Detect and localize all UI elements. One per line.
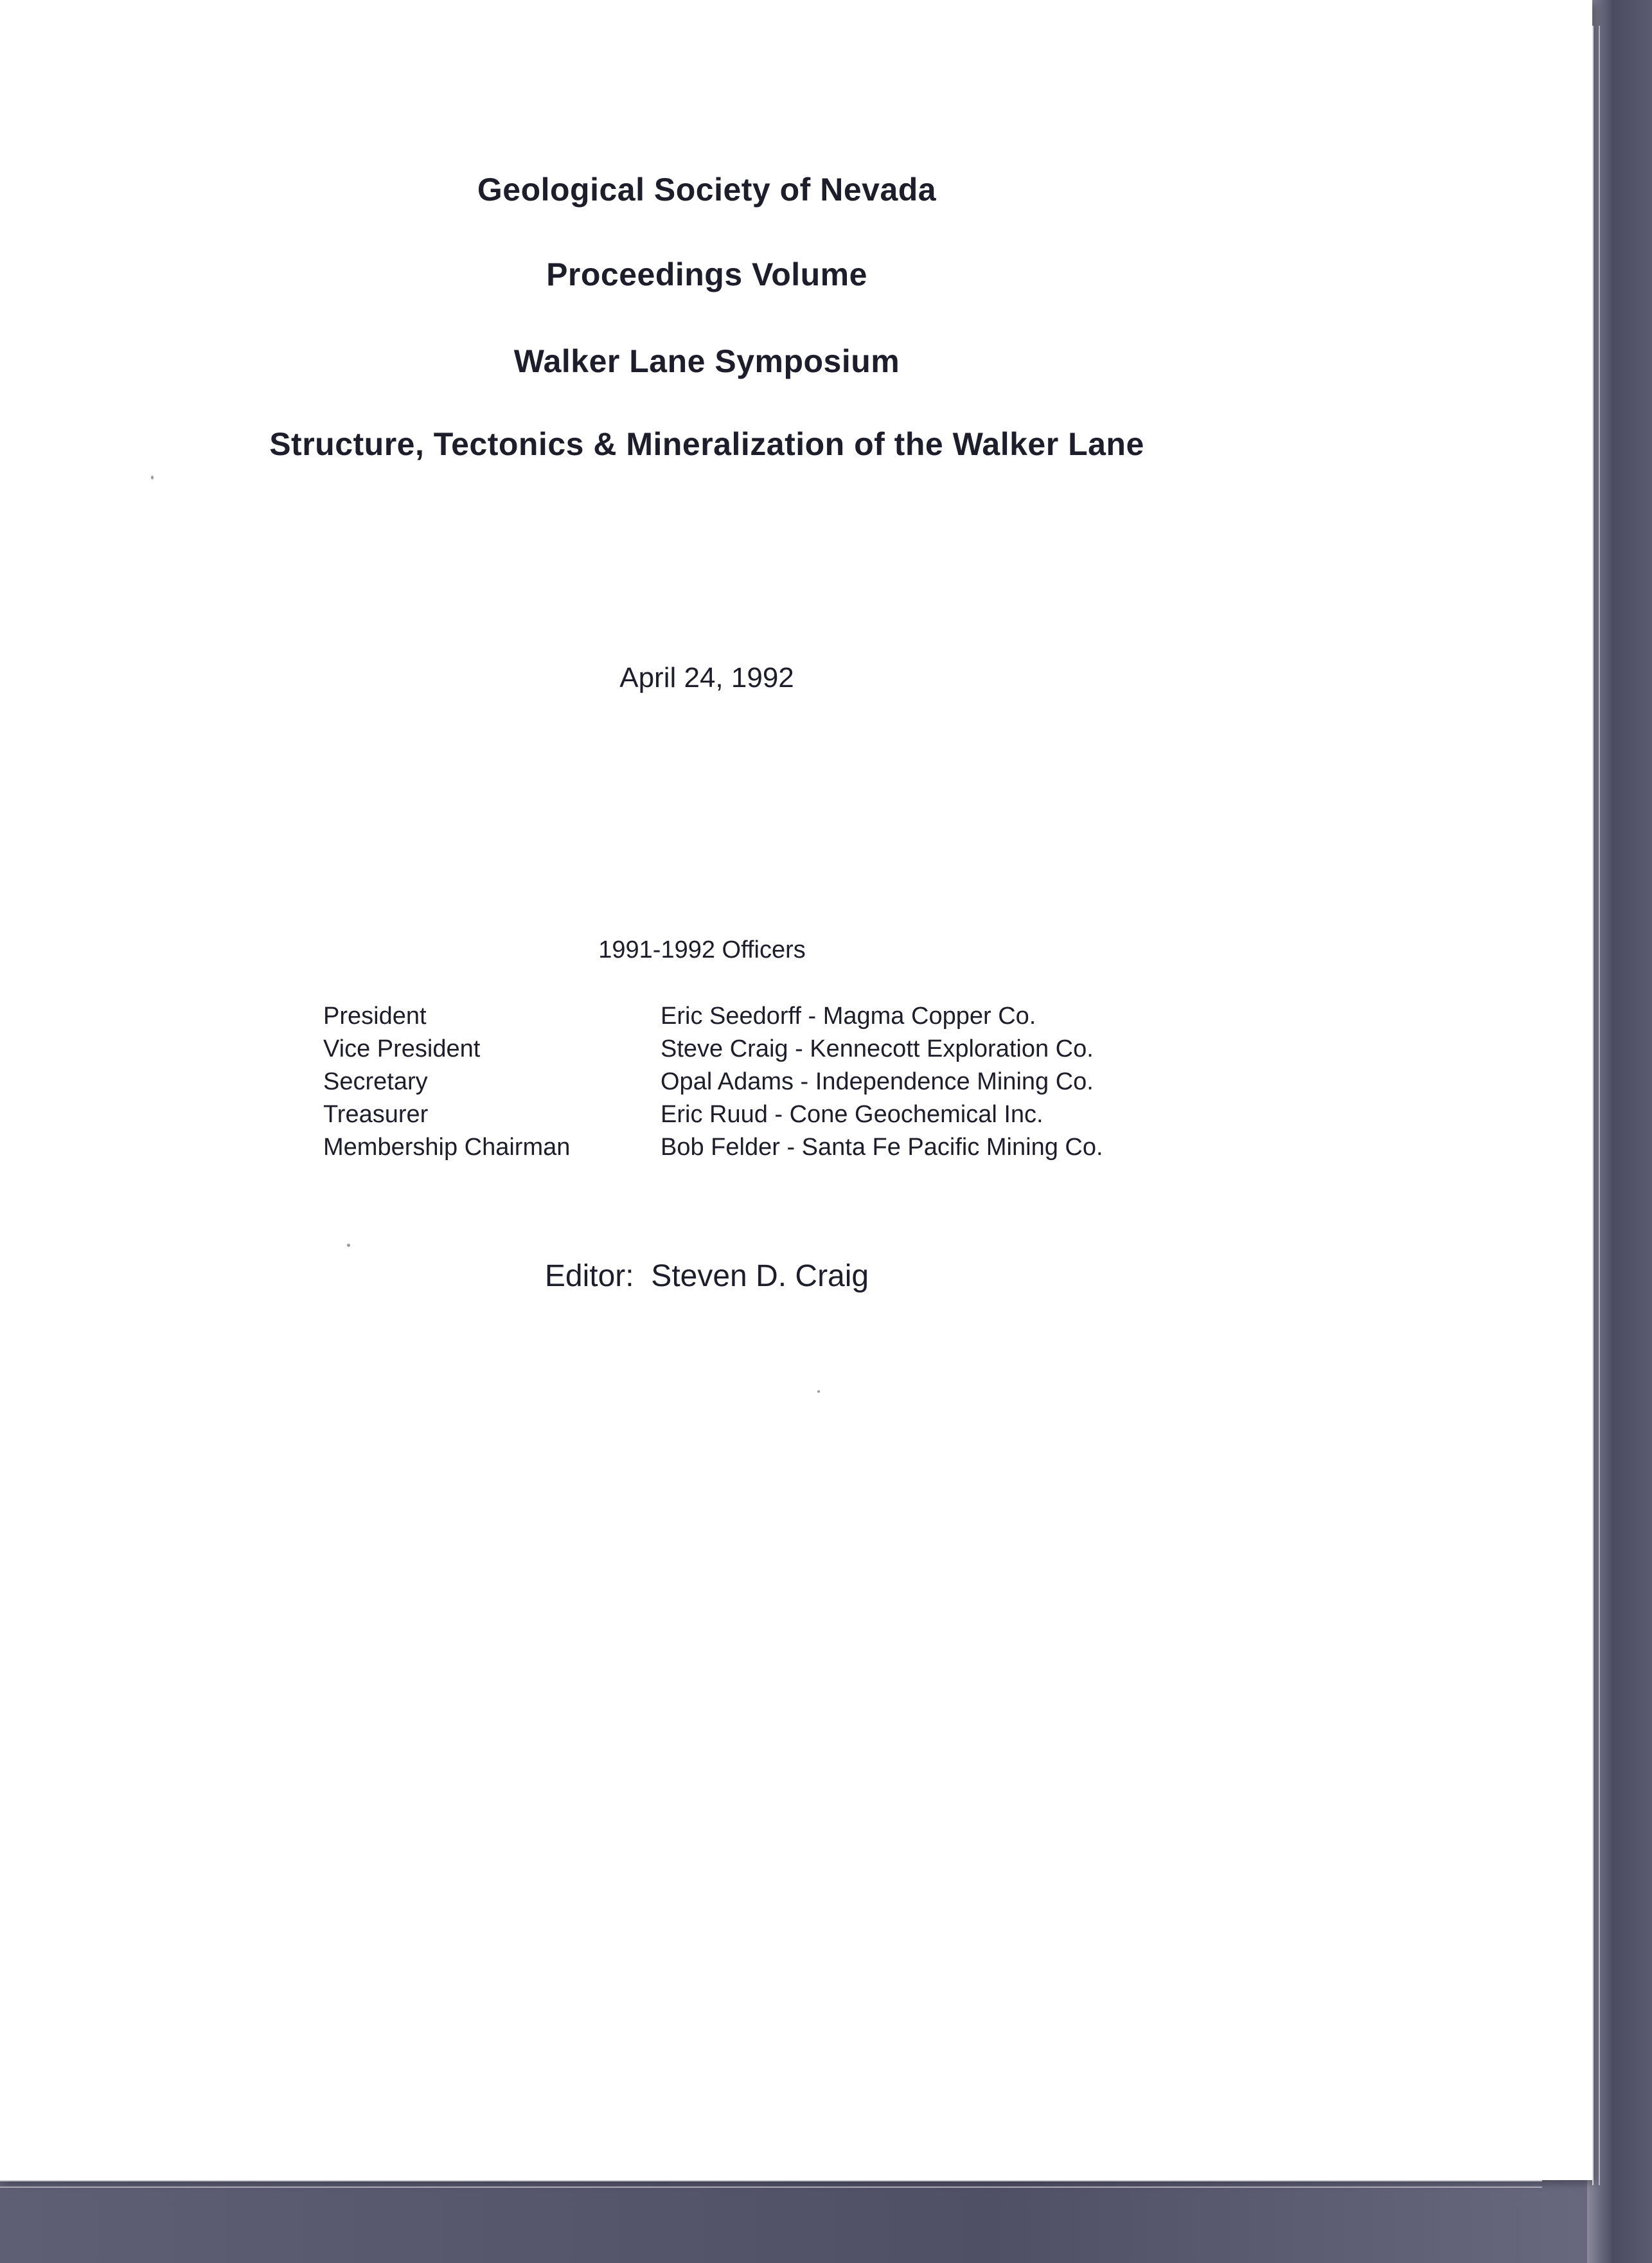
officer-row [323,1131,1287,1164]
society-title: Geological Society of Nevada [477,172,937,208]
officers-list [323,1000,1287,1164]
editor-line [0,1258,1414,1294]
officer-row [323,1098,1287,1131]
officer-name: Eric Seedorff - Magma Copper Co. [661,1003,1036,1030]
editor-label: Editor: [544,1259,634,1293]
officer-row [323,1033,1287,1066]
volume-title: Proceedings Volume [546,256,867,292]
officer-name: Steve Craig - Kennecott Exploration Co. [661,1035,1094,1062]
editor-name: Steven D. Craig [651,1259,869,1293]
officer-role: Secretary [323,1068,428,1095]
officer-role: Vice President [323,1035,481,1062]
symposium-title: Walker Lane Symposium [513,343,900,379]
officer-row [323,1000,1287,1033]
page-stack-edge-right [1592,26,1600,2185]
officer-role: Membership Chairman [323,1134,571,1161]
officer-row [323,1066,1287,1098]
symposium-date: April 24, 1992 [619,662,794,693]
officers-heading: 1991-1992 Officers [598,936,806,963]
officer-role: Treasurer [323,1101,429,1128]
symposium-subtitle: Structure, Tectonics & Mineralization of the Walker Lane [269,426,1144,462]
scan-speck [347,1244,350,1247]
page-stack-edge-bottom [0,2180,1542,2188]
officer-name: Bob Felder - Santa Fe Pacific Mining Co. [661,1134,1103,1161]
officer-name: Eric Ruud - Cone Geochemical Inc. [661,1101,1044,1128]
scan-speck [151,476,154,479]
officer-name: Opal Adams - Independence Mining Co. [661,1068,1094,1095]
scan-speck [817,1390,820,1393]
officer-role: President [323,1003,427,1030]
